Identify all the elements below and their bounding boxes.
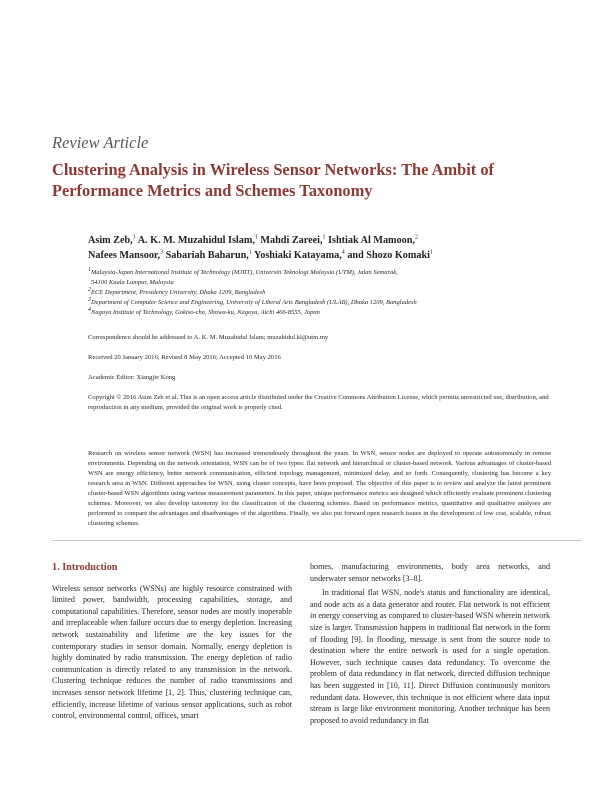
copyright-notice: Copyright © 2016 Asim Zeb et al. This is an open access article distributed under the Creative Commons Attribution License, which permits unrestricted use, distribution, and reproduction in any medium, provided the original work is properly cited.: [88, 394, 549, 411]
author: A. K. M. Muzahidul Islam,$^1$: [137, 234, 258, 246]
affiliations: [88, 268, 578, 318]
author: Mahdi Zareei,$^1$: [260, 234, 326, 246]
section-heading: 1. Introduction: [52, 562, 118, 573]
intro-paragraph: In traditional flat WSN, node's status and functionality are identical, and node acts as a data generator and router. Flat network is not efficient in energy conserving as compared to cluster-based WSN wherein network size is larger. Transmission happens in traditional flat network in the form of flooding [9]. In flooding, message is sent from the source node to destination where the entire network is used for a single operation. However, such technique causes data redundancy. To overcome the problem of data redundancy in flat network, directed diffusion technique has been suggested in [10, 11]. Direct Diffusion continuously monitors redundant data. However, this technique is not efficient where data input stream is large like environment monitoring. Another technique has been proposed to avoid redundancy in flat: [310, 588, 550, 725]
author: Asim Zeb,$^1$: [88, 234, 136, 246]
academic-editor: Academic Editor: Xiangjie Kong: [88, 374, 176, 381]
affiliation: $^3$Department of Computer Science and Engineering, University of Liberal Arts Bangladesh (ULAB), Dhaka 1209, Bangladesh: [88, 296, 417, 306]
correspondence: Correspondence should be addressed to A. K. M. Muzahidul Islam; muzahidul.kl@utm.my: [88, 334, 329, 341]
column-left: [52, 562, 292, 722]
author-list: [88, 233, 568, 263]
column-right: [310, 561, 550, 726]
author: Nafees Mansoor,$^3$: [88, 249, 164, 261]
author: and Shozo Komaki$^1$: [347, 249, 433, 261]
intro-paragraph-continued: homes, manufacturing environments, body area networks, and underwater sensor networks [3–8].: [310, 562, 550, 583]
author: Ishtiak Al Mamoon,$^2$: [328, 234, 418, 246]
article-type: Review Article: [52, 133, 149, 152]
author: Sabariah Baharun,$^1$: [165, 249, 252, 261]
paper-title: Clustering Analysis in Wireless Sensor Networks: The Ambit of Performance Metrics and Schemes Taxonomy: [52, 160, 494, 200]
author: Yoshiaki Katayama,$^4$: [254, 249, 345, 261]
affiliation: $^2$ECE Department, Presidency University, Dhaka 1209, Bangladesh: [88, 286, 266, 296]
section-divider: [52, 540, 582, 541]
affiliation: $^1$Malaysia-Japan International Institute of Technology (MJIIT), Universiti Teknologi Malaysia (UTM), Jalan Semarak,: [88, 266, 398, 276]
intro-paragraph: Wireless sensor networks (WSNs) are highly resource constrained with limited power, bandwidth, processing capabilities, storage, and computational capabilities. Therefore, sensor nodes are mostly inoperable and irreplaceable when failure occurs due to energy depletion. Increasing network sustainability and lifetime are the key issues for the contemporary studies in sensor domain. Normally, energy depletion is highly dominated by radio transmission. The energy depletion of radio communication is directly related to any transmission in the network. Clustering technique reduces the number of radio transmissions and increases sensor network lifetime [1, 2]. Thus, clustering technique can, efficiently, increase lifetime of various sensor applications, such as robot control, environmental control, offices, smart: [52, 583, 292, 721]
abstract: Research on wireless sensor network (WSN) has increased tremendously throughout the years. In WSN, sensor nodes are deployed to operate autonomously in remote environments. Depending on the network orientation, WSN can be of two types: flat network and hierarchical or cluster-based network. Various advantages of cluster-based WSN are energy efficiency, better network communication, efficient topology management, minimized delay, and so forth. Consequently, clustering has become a key research area in WSN. Different approaches for WSN, using cluster concepts, have been proposed. The objective of this paper is to review and analyze the latest prominent cluster-based WSN algorithms using various measurement parameters. In this paper, unique performance metrics are designed which efficiently evaluate prominent clustering schemes. Moreover, we also develop taxonomy for the classification of the clustering schemes. Based on performance metrics, quantitative and qualitative analyses are performed to compare the advantages and disadvantages of the algorithms. Finally, we also put forward open research issues in the development of low cost, scalable, robust clustering schemes.: [88, 450, 551, 527]
affiliation: $^4$Nagoya Institute of Technology, Gokiso-cho, Showa-ku, Nagoya, Aichi 466-8555, Japan: [88, 306, 320, 316]
dates: Received 20 January 2016; Revised 8 May 2016; Accepted 10 May 2016: [88, 354, 281, 361]
affiliation-continued: 54100 Kuala Lumpur, Malaysia: [91, 279, 174, 286]
